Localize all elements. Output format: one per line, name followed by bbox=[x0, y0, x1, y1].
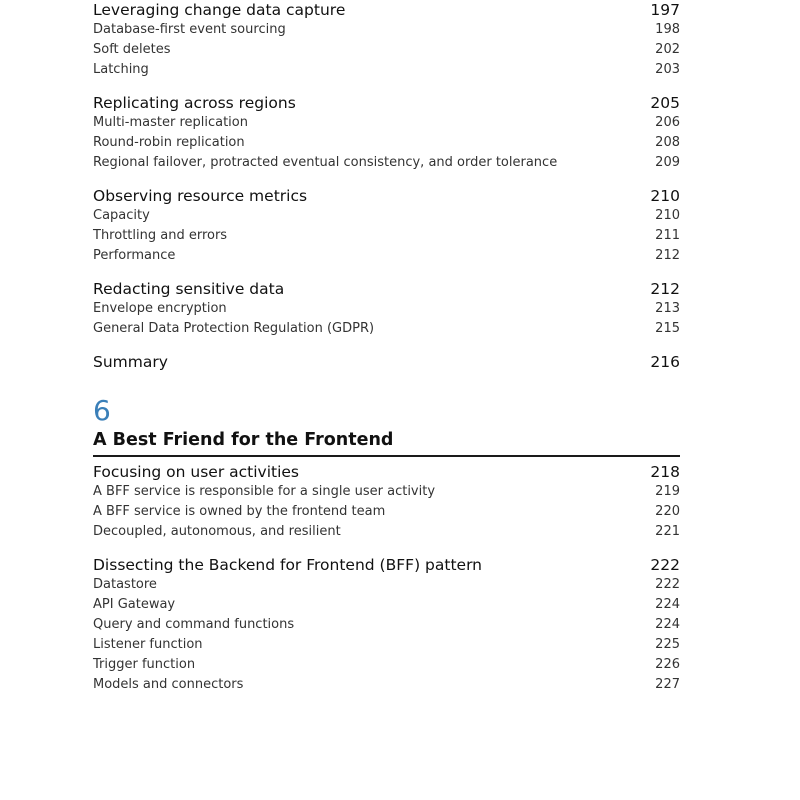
toc-section bbox=[93, 462, 680, 542]
toc-heading-title: Dissecting the Backend for Frontend (BFF) pattern bbox=[93, 556, 482, 574]
toc-subentry[interactable] bbox=[93, 60, 680, 80]
toc-heading-entry[interactable] bbox=[93, 0, 680, 20]
toc-subentry-page: 202 bbox=[655, 42, 680, 57]
chapter-number: 6 bbox=[93, 394, 111, 427]
toc-subentry-title: Decoupled, autonomous, and resilient bbox=[93, 524, 341, 539]
toc-subentry-page: 208 bbox=[655, 135, 680, 150]
toc-section bbox=[93, 93, 680, 173]
toc-subentry-title: Soft deletes bbox=[93, 42, 171, 57]
toc-heading-title: Summary bbox=[93, 353, 168, 371]
toc-subentry[interactable] bbox=[93, 113, 680, 133]
toc-subentry-page: 226 bbox=[655, 657, 680, 672]
toc-subentry-page: 212 bbox=[655, 248, 680, 263]
toc-heading-entry[interactable] bbox=[93, 279, 680, 299]
toc-section bbox=[93, 352, 680, 372]
toc-section bbox=[93, 279, 680, 339]
toc-heading-title: Focusing on user activities bbox=[93, 463, 300, 481]
toc-subentry-page: 198 bbox=[655, 22, 680, 37]
toc-heading-title: Replicating across regions bbox=[93, 94, 296, 112]
toc-subentry-title: Models and connectors bbox=[93, 677, 244, 692]
toc-subentry[interactable] bbox=[93, 319, 680, 339]
toc-heading-entry[interactable] bbox=[93, 555, 680, 575]
toc-subentry[interactable] bbox=[93, 635, 680, 655]
chapter-heading bbox=[93, 394, 680, 457]
toc-section bbox=[93, 0, 680, 80]
toc-subentry-page: 227 bbox=[655, 677, 680, 692]
toc-heading-entry[interactable] bbox=[93, 93, 680, 113]
toc-subentry-page: 211 bbox=[655, 228, 680, 243]
toc-subentry-title: A BFF service is owned by the frontend team bbox=[93, 504, 386, 519]
toc-subentry-page: 215 bbox=[655, 321, 680, 336]
toc-subentry[interactable] bbox=[93, 40, 680, 60]
toc-subentry[interactable] bbox=[93, 655, 680, 675]
toc-sections-chapter-6 bbox=[93, 462, 680, 695]
toc-subentry-title: Listener function bbox=[93, 637, 203, 652]
toc-subentry-title: Query and command functions bbox=[93, 617, 295, 632]
toc-subentry-page: 209 bbox=[655, 155, 680, 170]
toc-heading-title: Redacting sensitive data bbox=[93, 280, 285, 298]
toc-subentry-title: Database-first event sourcing bbox=[93, 22, 286, 37]
toc-subentry-title: Round-robin replication bbox=[93, 135, 245, 150]
toc-subentry-page: 219 bbox=[655, 484, 680, 499]
toc-subentry-title: Latching bbox=[93, 62, 149, 77]
toc-subentry[interactable] bbox=[93, 595, 680, 615]
toc-subentry[interactable] bbox=[93, 226, 680, 246]
toc-subentry-page: 221 bbox=[655, 524, 680, 539]
toc-subentry-title: Datastore bbox=[93, 577, 157, 592]
toc-subentry-title: General Data Protection Regulation (GDPR) bbox=[93, 321, 375, 336]
table-of-contents bbox=[93, 0, 680, 695]
toc-subentry-page: 225 bbox=[655, 637, 680, 652]
toc-subentry-title: Performance bbox=[93, 248, 176, 263]
toc-subentry-page: 220 bbox=[655, 504, 680, 519]
toc-subentry-title: Envelope encryption bbox=[93, 301, 227, 316]
toc-subentry[interactable] bbox=[93, 675, 680, 695]
toc-subentry[interactable] bbox=[93, 502, 680, 522]
toc-heading-page: 218 bbox=[650, 463, 680, 481]
chapter-title: A Best Friend for the Frontend bbox=[93, 428, 680, 457]
toc-heading-title: Observing resource metrics bbox=[93, 187, 308, 205]
toc-subentry-page: 222 bbox=[655, 577, 680, 592]
toc-subentry-title: Throttling and errors bbox=[93, 228, 228, 243]
toc-section bbox=[93, 555, 680, 695]
toc-heading-entry[interactable] bbox=[93, 352, 680, 372]
toc-subentry[interactable] bbox=[93, 206, 680, 226]
toc-subentry[interactable] bbox=[93, 482, 680, 502]
toc-heading-entry[interactable] bbox=[93, 462, 680, 482]
toc-subentry[interactable] bbox=[93, 246, 680, 266]
toc-subentry-page: 203 bbox=[655, 62, 680, 77]
toc-subentry[interactable] bbox=[93, 522, 680, 542]
toc-subentry-title: Capacity bbox=[93, 208, 150, 223]
toc-subentry-page: 213 bbox=[655, 301, 680, 316]
toc-subentry[interactable] bbox=[93, 153, 680, 173]
toc-subentry-page: 224 bbox=[655, 617, 680, 632]
toc-subentry-page: 210 bbox=[655, 208, 680, 223]
toc-subentry-title: Trigger function bbox=[93, 657, 196, 672]
toc-sections-previous-chapter bbox=[93, 0, 680, 372]
toc-subentry-title: Multi-master replication bbox=[93, 115, 248, 130]
toc-heading-page: 210 bbox=[650, 187, 680, 205]
toc-heading-page: 212 bbox=[650, 280, 680, 298]
toc-heading-page: 222 bbox=[650, 556, 680, 574]
toc-subentry-title: A BFF service is responsible for a single user activity bbox=[93, 484, 436, 499]
toc-heading-title: Leveraging change data capture bbox=[93, 1, 346, 19]
toc-section bbox=[93, 186, 680, 266]
toc-heading-page: 197 bbox=[650, 1, 680, 19]
toc-subentry[interactable] bbox=[93, 615, 680, 635]
toc-subentry[interactable] bbox=[93, 20, 680, 40]
toc-heading-page: 216 bbox=[650, 353, 680, 371]
toc-subentry[interactable] bbox=[93, 299, 680, 319]
toc-heading-page: 205 bbox=[650, 94, 680, 112]
toc-subentry-page: 224 bbox=[655, 597, 680, 612]
toc-subentry[interactable] bbox=[93, 575, 680, 595]
toc-subentry[interactable] bbox=[93, 133, 680, 153]
toc-subentry-title: API Gateway bbox=[93, 597, 176, 612]
toc-subentry-page: 206 bbox=[655, 115, 680, 130]
toc-heading-entry[interactable] bbox=[93, 186, 680, 206]
toc-subentry-title: Regional failover, protracted eventual consistency, and order tolerance bbox=[93, 155, 558, 170]
